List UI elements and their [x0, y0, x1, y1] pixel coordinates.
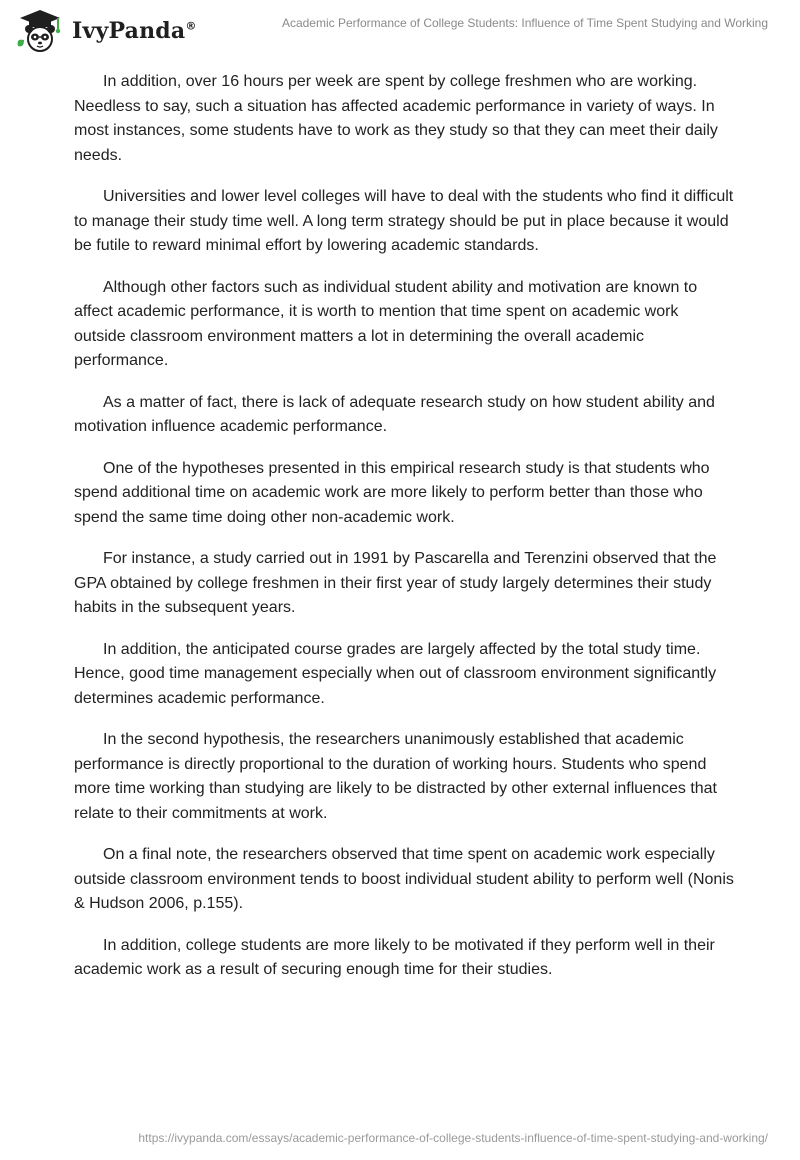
paragraph: In the second hypothesis, the researchers unanimously established that academic performance is directly proportional to the duration of working hours. Students who spend more time working than studying are likely to be distracted by other external influences that relate to their commitments at work. [74, 731, 717, 822]
brand-logo[interactable] [14, 8, 197, 54]
panda-graduate-icon [14, 8, 66, 54]
essay-body [74, 70, 734, 1000]
paragraph: As a matter of fact, there is lack of adequate research study on how student ability and motivation influence academic performance. [74, 393, 715, 435]
paragraph: In addition, the anticipated course grades are largely affected by the total study time. Hence, good time management especially when out of classroom environment significantly determines academic performance. [74, 640, 717, 707]
paragraph: Although other factors such as individual student ability and motivation are known to affect academic performance, it is worth to mention that time spent on academic work outside classroom environment matters a lot in determining the overall academic performance. [74, 278, 698, 369]
paragraph: In addition, over 16 hours per week are spent by college freshmen who are working. Needless to say, such a situation has affected academic performance in variety of ways. In most instances, some students have to work as they study so that they can meet their daily needs. [74, 73, 718, 164]
paragraph: One of the hypotheses presented in this empirical research study is that students who spend additional time on academic work are more likely to perform better than those who spend the same time doing other non-academic work. [74, 459, 710, 526]
paragraph: Universities and lower level colleges will have to deal with the students who find it difficult to manage their study time well. A long term strategy should be put in place because it would be futile to reward minimal effort by lowering academic standards. [74, 188, 734, 254]
brand-name: IvyPanda® [72, 18, 197, 44]
paragraph: In addition, college students are more likely to be motivated if they perform well in their academic work as a result of securing enough time for their studies. [74, 936, 715, 978]
page-header [0, 0, 800, 60]
paragraph: On a final note, the researchers observed that time spent on academic work especially outside classroom environment tends to boost individual student ability to perform well (Nonis & Hudson 2006, p.155). [74, 846, 734, 912]
document-title: Academic Performance of College Students: Influence of Time Spent Studying and Working [281, 16, 768, 30]
source-url[interactable]: https://ivypanda.com/essays/academic-performance-of-college-students-influence-of-time-spent-studying-and-working/ [138, 1131, 768, 1145]
paragraph: For instance, a study carried out in 1991 by Pascarella and Terenzini observed that the GPA obtained by college freshmen in their first year of study largely determines their study habits in the subsequent years. [74, 550, 717, 616]
registered-mark: ® [185, 19, 197, 33]
